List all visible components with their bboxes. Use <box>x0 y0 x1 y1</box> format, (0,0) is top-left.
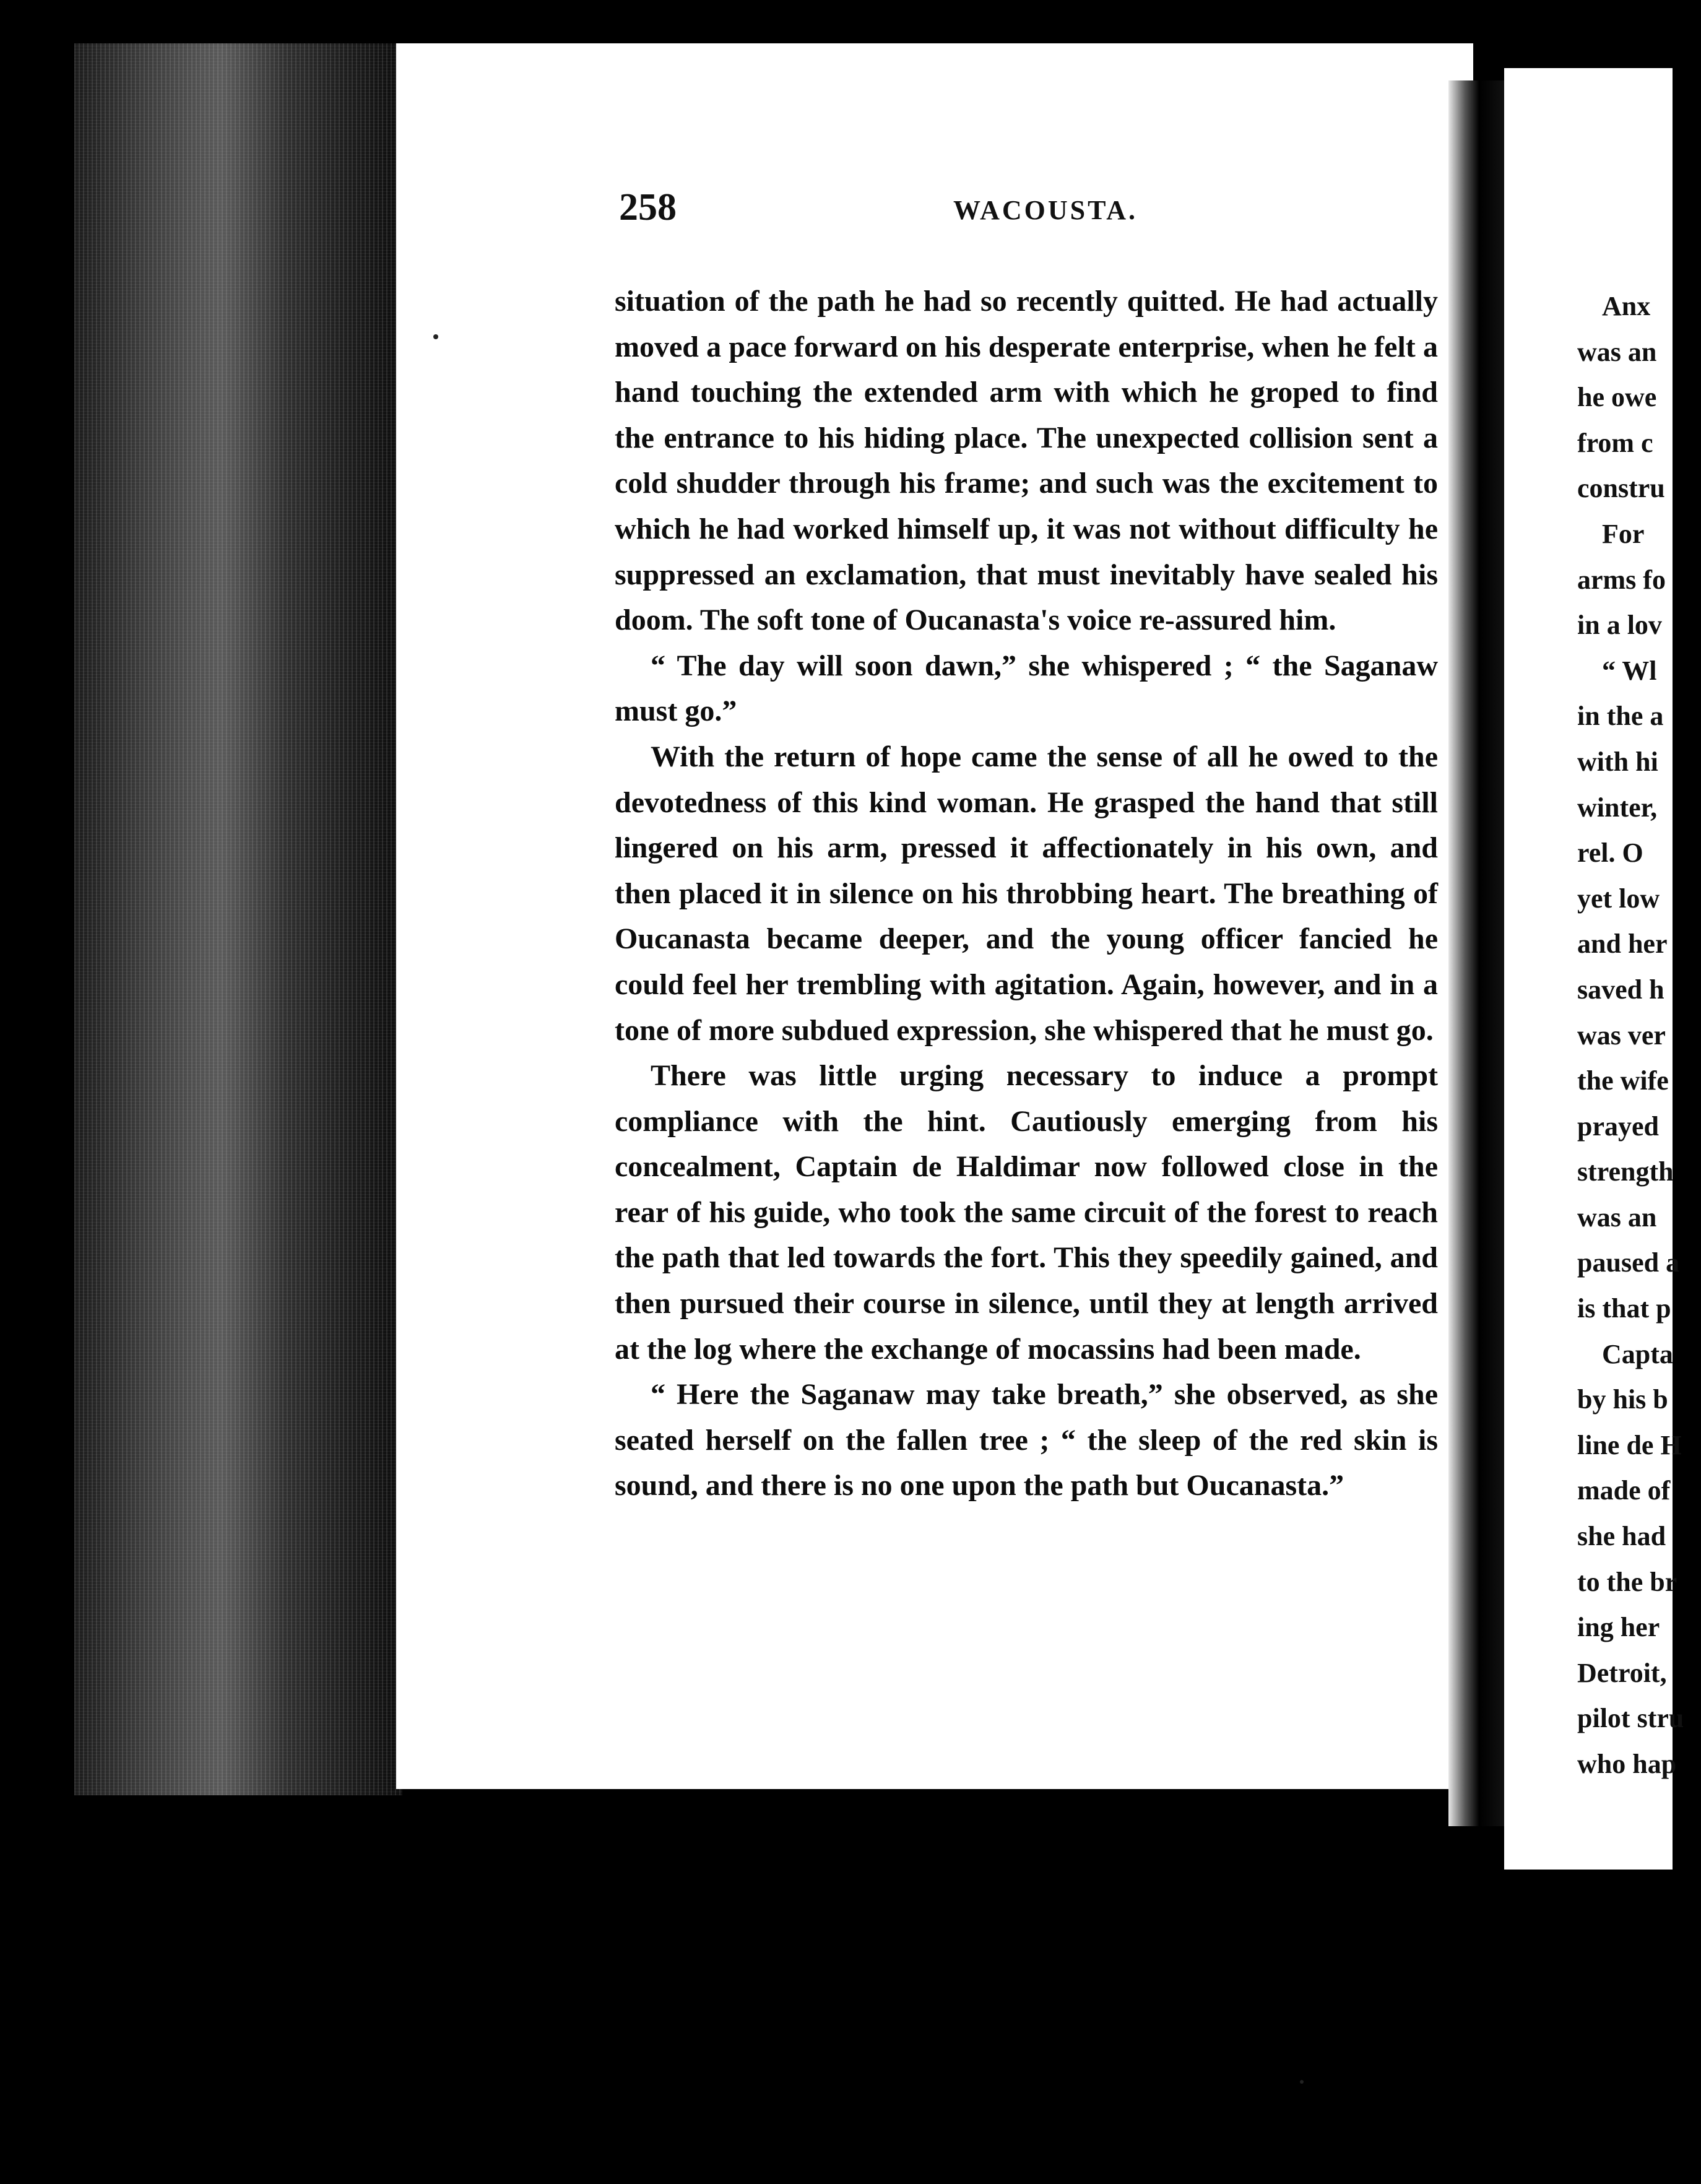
facing-page-line: in the a <box>1577 701 1664 732</box>
facing-page-line: and her <box>1577 929 1668 960</box>
facing-page-line: rel. O <box>1577 838 1643 869</box>
facing-page-line: is that p <box>1577 1293 1671 1324</box>
facing-page-line: made of <box>1577 1475 1671 1506</box>
paragraph: situation of the path he had so recently quitted. He had actually moved a pace forward on his desperate enterprise, when he felt a hand touching the extended arm with which he groped to find the entrance to his hiding place. The unexpected collision sent a cold shudder through his frame; and such was the excitement to which he had worked himself up, it was not without difficulty he suppressed an exclamation, that must inevitably have sealed his doom. The soft tone of Oucanasta's voice re-assured him. <box>615 285 1438 637</box>
facing-page-line: constru <box>1577 473 1665 504</box>
page-fold-shadow <box>1448 80 1504 1826</box>
facing-page-line: Anx <box>1602 291 1651 321</box>
facing-page-line: from c <box>1577 427 1653 458</box>
left-book-page <box>396 43 1473 1789</box>
facing-page-line: to the br <box>1577 1566 1677 1597</box>
right-book-page <box>1504 68 1684 1870</box>
paragraph: “ Here the Saganaw may take breath,” she observed, as she seated herself on the fallen tree ; “ the sleep of the red skin is sound, and there is no one upon the path but Oucanasta.” <box>615 1378 1438 1502</box>
facing-page-line: Detroit, <box>1577 1657 1667 1688</box>
facing-page-line: “ Wl <box>1602 655 1657 686</box>
running-title: WACOUSTA. <box>953 195 1138 225</box>
running-head <box>396 186 1473 241</box>
scan-speck <box>1300 2080 1304 2084</box>
facing-page-line: she had <box>1577 1521 1666 1552</box>
facing-page-line: the wife <box>1577 1065 1669 1096</box>
facing-page-line: paused a <box>1577 1247 1680 1278</box>
facing-page-line: was an <box>1577 1202 1657 1233</box>
facing-page-line: ing her <box>1577 1612 1660 1643</box>
facing-page-line: For <box>1602 518 1645 549</box>
facing-page-line: was an <box>1577 336 1657 367</box>
body-text <box>615 279 1438 1509</box>
facing-page-line: strength <box>1577 1156 1674 1187</box>
facing-page-text <box>1577 284 1701 1787</box>
paragraph: With the return of hope came the sense of all he owed to the devotedness of this kind woman. He grasped the hand that still lingered on his arm, pressed it affectionately in his own, and then placed it in silence on his throbbing heart. The breathing of Oucanasta became deeper, and the young officer fancied he could feel her trembling with agitation. Again, however, and in a tone of more subdued expression, she whispered that he must go. <box>615 740 1438 1047</box>
book-binding-gutter <box>74 43 402 1795</box>
facing-page-line: Capta <box>1602 1338 1673 1369</box>
facing-page-line: in a lov <box>1577 610 1662 641</box>
scan-speck <box>433 334 438 339</box>
facing-page-line: arms fo <box>1577 564 1666 595</box>
paragraph: There was little urging necessary to induce a prompt compliance with the hint. Cautiously emerging from his concealment, Captain de Haldimar now followed close in the rear of his guide, who took the same circuit of the forest to reach the path that led towards the fort. This they speedily gained, and then pursued their course in silence, until they at length arrived at the log where the exchange of mocassins had been made. <box>615 1059 1438 1366</box>
facing-page-line: by his b <box>1577 1384 1668 1415</box>
facing-page-line: winter, <box>1577 792 1658 823</box>
facing-page-line: saved h <box>1577 974 1664 1005</box>
facing-page-line: was ver <box>1577 1020 1666 1051</box>
facing-page-line: with hi <box>1577 746 1658 777</box>
facing-page-line: line de H <box>1577 1429 1682 1460</box>
paragraph: “ The day will soon dawn,” she whispered ; “ the Saganaw must go.” <box>615 649 1438 728</box>
facing-page-line: pilot stru <box>1577 1703 1684 1734</box>
facing-page-line: he owe <box>1577 382 1657 413</box>
facing-page-line: who hap <box>1577 1749 1677 1779</box>
facing-page-line: prayed <box>1577 1111 1659 1142</box>
facing-page-line: yet low <box>1577 883 1660 914</box>
page-number: 258 <box>619 186 677 228</box>
